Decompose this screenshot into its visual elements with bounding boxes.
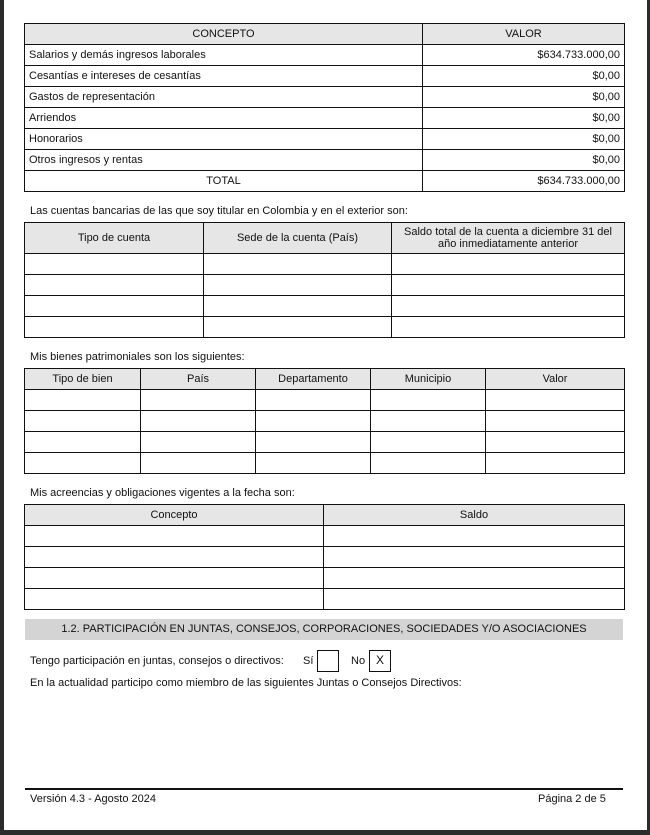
cell[interactable] [324,589,625,610]
ingresos-table [24,23,625,192]
header-tipo-cuenta: Tipo de cuenta [25,223,204,254]
table-row [25,390,625,411]
table-row [25,45,625,66]
table-row [25,275,625,296]
cell[interactable] [324,568,625,589]
si-checkbox[interactable] [317,650,339,672]
cell[interactable] [486,411,625,432]
valor-cell: $0,00 [423,66,625,87]
table-row [25,453,625,474]
cell[interactable] [141,390,256,411]
cell[interactable] [392,275,625,296]
acreencias-table [24,504,625,610]
cell[interactable] [204,254,392,275]
cell[interactable] [25,453,141,474]
valor-cell: $0,00 [423,150,625,171]
cell[interactable] [141,432,256,453]
cell[interactable] [141,453,256,474]
header-concepto: Concepto [25,505,324,526]
table-row [25,589,625,610]
cell[interactable] [486,453,625,474]
cell[interactable] [392,317,625,338]
cell[interactable] [371,411,486,432]
concepto-cell: Honorarios [25,129,423,150]
cell[interactable] [324,547,625,568]
valor-cell: $0,00 [423,129,625,150]
concepto-cell: Otros ingresos y rentas [25,150,423,171]
table-row [25,411,625,432]
cell[interactable] [25,547,324,568]
table-row [25,150,625,171]
header-tipo-bien: Tipo de bien [25,369,141,390]
cell[interactable] [25,254,204,275]
cell[interactable] [25,317,204,338]
header-concepto: CONCEPTO [25,24,423,45]
cell[interactable] [486,432,625,453]
cell[interactable] [392,296,625,317]
header-valor: VALOR [423,24,625,45]
table-row [25,129,625,150]
table-row [25,254,625,275]
cell[interactable] [256,453,371,474]
cell[interactable] [371,390,486,411]
no-label: No [351,655,366,667]
cell[interactable] [256,390,371,411]
total-value: $634.733.000,00 [423,171,625,192]
bienes-table [24,368,625,474]
table-row [25,317,625,338]
cell[interactable] [204,317,392,338]
footer-page-number: Página 2 de 5 [538,793,606,805]
concepto-cell: Gastos de representación [25,87,423,108]
cell[interactable] [204,296,392,317]
concepto-cell: Arriendos [25,108,423,129]
footer-version: Versión 4.3 - Agosto 2024 [30,793,156,805]
cuentas-caption: Las cuentas bancarias de las que soy titular en Colombia y en el exterior son: [30,205,408,217]
header-departamento: Departamento [256,369,371,390]
header-saldo-total: Saldo total de la cuenta a diciembre 31 del año inmediatamente anterior [392,223,625,254]
concepto-cell: Salarios y demás ingresos laborales [25,45,423,66]
total-label: TOTAL [25,171,423,192]
section-1-2-header: 1.2. PARTICIPACIÓN EN JUNTAS, CONSEJOS, CORPORACIONES, SOCIEDADES Y/O ASOCIACIONES [25,619,623,640]
header-sede-cuenta: Sede de la cuenta (País) [204,223,392,254]
document-page [4,0,647,830]
cell[interactable] [141,411,256,432]
table-row [25,568,625,589]
bienes-caption: Mis bienes patrimoniales son los siguientes: [30,351,245,363]
header-valor: Valor [486,369,625,390]
valor-cell: $0,00 [423,108,625,129]
table-row [25,87,625,108]
cell[interactable] [324,526,625,547]
cell[interactable] [25,526,324,547]
cell[interactable] [256,411,371,432]
cell[interactable] [371,432,486,453]
table-row [25,296,625,317]
total-row [25,171,625,192]
member-text: En la actualidad participo como miembro de las siguientes Juntas o Consejos Directivos: [30,677,462,689]
footer-divider [25,788,623,790]
concepto-cell: Cesantías e intereses de cesantías [25,66,423,87]
cuentas-table [24,222,625,338]
cell[interactable] [25,432,141,453]
header-pais: País [141,369,256,390]
cell[interactable] [371,453,486,474]
cell[interactable] [25,411,141,432]
cell[interactable] [25,390,141,411]
cell[interactable] [392,254,625,275]
table-row [25,432,625,453]
header-municipio: Municipio [371,369,486,390]
si-label: Sí [303,655,314,667]
cell[interactable] [204,275,392,296]
valor-cell: $0,00 [423,87,625,108]
participacion-question: Tengo participación en juntas, consejos o directivos: [30,655,284,667]
cell[interactable] [256,432,371,453]
header-saldo: Saldo [324,505,625,526]
cell[interactable] [25,296,204,317]
cell[interactable] [486,390,625,411]
cell[interactable] [25,275,204,296]
table-row [25,66,625,87]
cell[interactable] [25,589,324,610]
no-checkbox[interactable]: X [369,650,391,672]
table-row [25,547,625,568]
table-row [25,108,625,129]
table-row [25,526,625,547]
valor-cell: $634.733.000,00 [423,45,625,66]
acreencias-caption: Mis acreencias y obligaciones vigentes a la fecha son: [30,487,295,499]
cell[interactable] [25,568,324,589]
